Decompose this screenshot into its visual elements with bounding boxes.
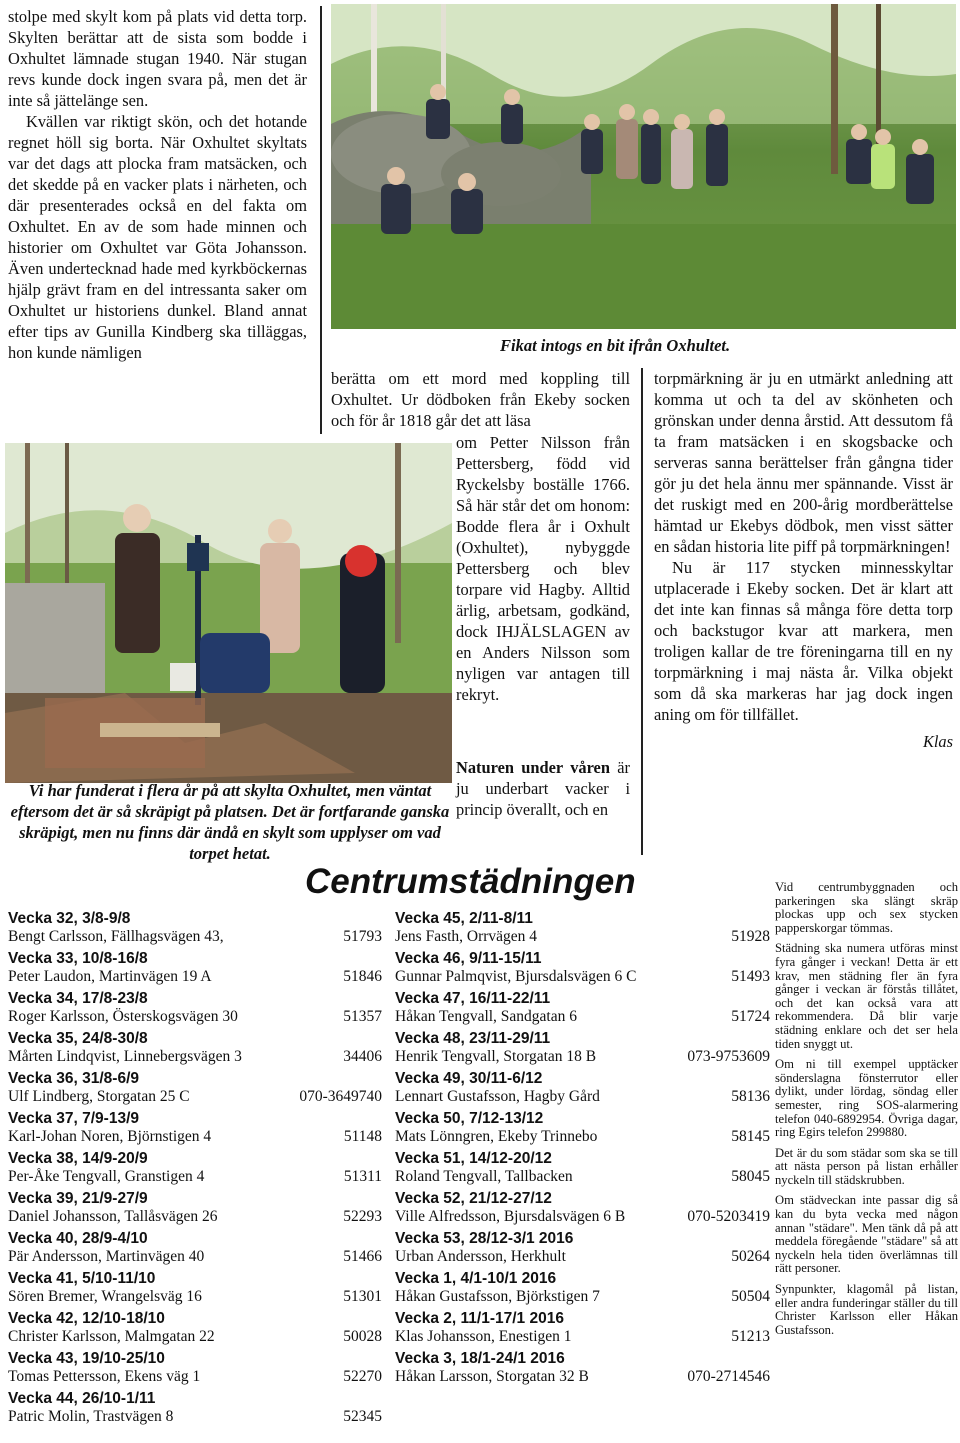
article-paragraph: Kvällen var riktigt skön, och det hotande regnet höll sig borta. När Oxhultet skyltats var det dags att plocka fram matsäcken, och det skedde på en vacker plats i närheten, och där presenterades också en del fakta om Oxhultet. En av de som hade minnen och historier om Oxhultet var Göta Johansson. Även undertecknad hade med kyrkböckernas hjälp grävt fram en del intressanta saker om Oxhultet ur historiens dunkel. Bland annat efter tips av Gunilla Kindberg ska tilläggas, hon kunde nämligen <box>8 112 307 362</box>
schedule-person: Jens Fasth, Orrvägen 4 <box>395 928 538 945</box>
schedule-person: Per-Åke Tengvall, Granstigen 4 <box>8 1168 205 1185</box>
schedule-phone: 070-2714546 <box>687 1368 770 1385</box>
schedule-phone: 51846 <box>343 968 382 985</box>
article-text-middle-narrow: om Petter Nilsson från Pettersberg, född vid Ryckelsby boställe 1766. Så här står det om honom: Bodde flera år i Oxhult (Oxhultet), nybyggde Pettersberg och blev torpare vid Hagby. Alltid ärlig, arbetsam, godkänd, dock IHJÄLSLAGEN av en Anders Nilsson som nyligen var antagen till rekryt. <box>456 433 630 704</box>
nature-text: är ju underbart vacker i princip överallt, och en <box>456 758 630 819</box>
schedule-entry <box>8 928 382 946</box>
schedule-phone: 58145 <box>731 1128 770 1145</box>
schedule-phone: 51311 <box>343 1168 382 1185</box>
sidebar-paragraph: Städning ska numera utföras minst fyra gånger i veckan! Detta är ett krav, men städning fler än fyra gånger i veckan är förstås tillåtet, och det kan också vara att rekommendera. Då blir varje städning enklare och det ser hela tiden snyggt ut. <box>775 941 958 1051</box>
schedule-person: Gunnar Palmqvist, Bjursdalsvägen 6 C <box>395 968 637 985</box>
schedule-entry <box>395 968 770 986</box>
schedule-week-heading: Vecka 41, 5/10-11/10 <box>8 1270 156 1287</box>
sidebar-paragraph: Det är du som städar som ska se till att nästa person på listan erhåller nyckeln till städskrubben. <box>775 1145 958 1187</box>
photo-caption-left: Vi har funderat i flera år på att skylta Oxhultet, men väntat eftersom det är så skräpigt på platsen. Det är fortfarande ganska skräpigt, men nu finns där ändå en skylt som upplyser om vad torpet hetat. <box>10 781 450 863</box>
schedule-entry <box>395 928 770 946</box>
schedule-entry <box>8 1128 382 1146</box>
schedule-person: Sören Bremer, Wrangelsväg 16 <box>8 1288 202 1305</box>
schedule-person: Christer Karlsson, Malmgatan 22 <box>8 1328 215 1345</box>
schedule-week-heading: Vecka 44, 26/10-1/11 <box>8 1390 156 1407</box>
schedule-week-heading: Vecka 37, 7/9-13/9 <box>8 1110 140 1127</box>
schedule-phone: 51793 <box>343 928 382 945</box>
schedule-entry <box>395 1048 770 1066</box>
schedule-week-heading: Vecka 42, 12/10-18/10 <box>8 1310 165 1327</box>
schedule-entry <box>8 1368 382 1386</box>
schedule-phone: 34406 <box>343 1048 382 1065</box>
schedule-person: Ville Alfredsson, Bjursdalsvägen 6 B <box>395 1208 626 1225</box>
schedule-week-heading: Vecka 48, 23/11-29/11 <box>395 1030 551 1047</box>
schedule-entry <box>395 1168 770 1186</box>
article-paragraph: torpmärkning är ju en utmärkt anledning att komma ut och ta del av skönheten och grönskan under denna årstid. Att dessutom få ta fram matsäcken i en skogsbacke och serveras sanna berättelser från gångna tider gör ju det hela ännu mer spännande. Visst är det ruskigt med en 200-årig mordberättelse hämtad ur Ekebys dödbok, men visst sätter en sådan historia lite piff på torpmärkningen! <box>654 369 953 556</box>
schedule-phone: 51357 <box>343 1008 382 1025</box>
schedule-phone: 51466 <box>343 1248 382 1265</box>
schedule-week-heading: Vecka 38, 14/9-20/9 <box>8 1150 148 1167</box>
schedule-phone: 51213 <box>731 1328 770 1345</box>
article-text-right <box>654 368 953 752</box>
schedule-week-heading: Vecka 43, 19/10-25/10 <box>8 1350 165 1367</box>
schedule-week-heading: Vecka 33, 10/8-16/8 <box>8 950 148 967</box>
schedule-week-heading: Vecka 39, 21/9-27/9 <box>8 1190 148 1207</box>
schedule-list-left <box>8 906 382 1426</box>
schedule-week-heading: Vecka 49, 30/11-6/12 <box>395 1070 543 1087</box>
schedule-week-heading: Vecka 36, 31/8-6/9 <box>8 1070 140 1087</box>
schedule-person: Mårten Lindqvist, Linnebergsvägen 3 <box>8 1048 242 1065</box>
schedule-person: Mats Lönngren, Ekeby Trinnebo <box>395 1128 598 1145</box>
schedule-person: Roland Tengvall, Tallbacken <box>395 1168 573 1185</box>
schedule-person: Roger Karlsson, Österskogsvägen 30 <box>8 1008 238 1025</box>
schedule-person: Ulf Lindberg, Storgatan 25 C <box>8 1088 190 1105</box>
schedule-person: Tomas Pettersson, Ekens väg 1 <box>8 1368 201 1385</box>
schedule-week-heading: Vecka 34, 17/8-23/8 <box>8 990 148 1007</box>
schedule-list-right <box>395 906 770 1386</box>
schedule-phone: 52293 <box>343 1208 382 1225</box>
schedule-phone: 51928 <box>731 928 770 945</box>
column-divider <box>641 368 643 855</box>
schedule-entry <box>8 1408 382 1426</box>
signature: Klas <box>922 732 953 751</box>
schedule-phone: 52345 <box>343 1408 382 1425</box>
article-text-top-left <box>8 6 307 363</box>
article-text-nature <box>456 757 630 820</box>
schedule-week-heading: Vecka 2, 11/1-17/1 2016 <box>395 1310 564 1327</box>
schedule-person: Lennart Gustafsson, Hagby Gård <box>395 1088 600 1105</box>
schedule-person: Pär Andersson, Martinvägen 40 <box>8 1248 205 1265</box>
cleaning-rules-sidebar <box>775 881 958 1344</box>
schedule-entry <box>395 1088 770 1106</box>
schedule-week-heading: Vecka 3, 18/1-24/1 2016 <box>395 1350 565 1367</box>
schedule-phone: 52270 <box>343 1368 382 1385</box>
schedule-entry <box>395 1208 770 1226</box>
schedule-entry <box>8 1288 382 1306</box>
schedule-phone: 51301 <box>343 1288 382 1305</box>
article-text-middle-intro: berätta om ett mord med koppling till Oxhultet. Ur dödboken från Ekeby socken och för år 1818 går det att läsa <box>331 369 630 430</box>
schedule-title: Centrumstädningen <box>305 862 636 901</box>
schedule-entry <box>395 1328 770 1346</box>
schedule-phone: 50504 <box>731 1288 770 1305</box>
schedule-phone: 51148 <box>343 1128 382 1145</box>
schedule-entry <box>395 1368 770 1386</box>
schedule-week-heading: Vecka 47, 16/11-22/11 <box>395 990 551 1007</box>
schedule-person: Klas Johansson, Enestigen 1 <box>395 1328 572 1345</box>
photo-caption-top: Fikat intogs en bit ifrån Oxhultet. <box>500 336 731 355</box>
schedule-phone: 58136 <box>731 1088 770 1105</box>
column-divider <box>320 6 322 434</box>
photo-sign-installation <box>5 443 452 783</box>
schedule-person: Håkan Larsson, Storgatan 32 B <box>395 1368 589 1385</box>
nature-heading: Naturen under våren <box>456 758 610 777</box>
sidebar-paragraph: Vid centrumbyggnaden och parkeringen ska slängt skräp plockas upp och sex stycken papperskorgar tömmas. <box>775 880 958 935</box>
schedule-entry <box>395 1248 770 1266</box>
schedule-week-heading: Vecka 52, 21/12-27/12 <box>395 1190 552 1207</box>
schedule-entry <box>8 1048 382 1066</box>
schedule-phone: 073-9753609 <box>687 1048 770 1065</box>
schedule-entry <box>395 1128 770 1146</box>
schedule-phone: 50028 <box>343 1328 382 1345</box>
schedule-phone: 51724 <box>731 1008 770 1025</box>
schedule-entry <box>8 1008 382 1026</box>
schedule-week-heading: Vecka 51, 14/12-20/12 <box>395 1150 552 1167</box>
schedule-person: Håkan Tengvall, Sandgatan 6 <box>395 1008 577 1025</box>
schedule-person: Daniel Johansson, Tallåsvägen 26 <box>8 1208 218 1225</box>
schedule-week-heading: Vecka 50, 7/12-13/12 <box>395 1110 544 1127</box>
schedule-week-heading: Vecka 46, 9/11-15/11 <box>395 950 542 967</box>
schedule-phone: 51493 <box>731 968 770 985</box>
schedule-entry <box>8 968 382 986</box>
article-paragraph: stolpe med skylt kom på plats vid detta torp. Skylten berättar att de sista som bodde i Oxhultet lämnade stugan 1940. När stugan revs kunde dock ingen svara på, men det är inte så jättelänge sen. <box>8 7 307 110</box>
sidebar-paragraph: Om städveckan inte passar dig så kan du byta vecka med någon annan "städare". Men tänk då på att meddela föregående "städare" så att nyckeln hela tiden överlämnas till rätt personer. <box>775 1193 958 1276</box>
schedule-week-heading: Vecka 40, 28/9-4/10 <box>8 1230 148 1247</box>
schedule-entry <box>8 1168 382 1186</box>
schedule-week-heading: Vecka 32, 3/8-9/8 <box>8 910 131 927</box>
sidebar-paragraph: Synpunkter, klagomål på listan, eller andra funderingar ställer du till Christer Karlsson eller Håkan Gustafsson. <box>775 1282 958 1337</box>
schedule-person: Håkan Gustafsson, Björkstigen 7 <box>395 1288 600 1305</box>
schedule-phone: 50264 <box>731 1248 770 1265</box>
article-paragraph: Nu är 117 stycken minnesskyltar utplacerade i Ekeby socken. Det är klart att det inte kan finnas så många före detta torp och backstugor kvar att markera, men troligen kallar de tre föreningarna till en ny torpmärkning i maj nästa år. Vilka objekt som då ska markeras har jag dock ingen aning om för tillfället. <box>654 558 953 724</box>
schedule-entry <box>8 1248 382 1266</box>
schedule-entry <box>8 1088 382 1106</box>
sidebar-paragraph: Om ni till exempel upptäcker sönderslagna fönsterrutor eller dylikt, under lördag, söndag eller semester, ring SOS-alarmering telefon 040-6892954. Övriga dagar, ring Egirs telefon 299880. <box>775 1057 958 1140</box>
schedule-week-heading: Vecka 1, 4/1-10/1 2016 <box>395 1270 557 1287</box>
schedule-phone: 070-3649740 <box>299 1088 382 1105</box>
schedule-week-heading: Vecka 35, 24/8-30/8 <box>8 1030 148 1047</box>
photo-fika-forest <box>331 4 956 329</box>
schedule-person: Bengt Carlsson, Fällhagsvägen 43, <box>8 928 224 945</box>
schedule-entry <box>395 1288 770 1306</box>
schedule-entry <box>8 1208 382 1226</box>
schedule-entry <box>395 1008 770 1026</box>
schedule-person: Peter Laudon, Martinvägen 19 A <box>8 968 212 985</box>
schedule-person: Urban Andersson, Herkhult <box>395 1248 566 1265</box>
schedule-entry <box>8 1328 382 1346</box>
schedule-phone: 58045 <box>731 1168 770 1185</box>
schedule-phone: 070-5203419 <box>687 1208 770 1225</box>
schedule-person: Henrik Tengvall, Storgatan 18 B <box>395 1048 597 1065</box>
schedule-week-heading: Vecka 53, 28/12-3/1 2016 <box>395 1230 574 1247</box>
schedule-person: Karl-Johan Noren, Björnstigen 4 <box>8 1128 212 1145</box>
schedule-person: Patric Molin, Trastvägen 8 <box>8 1408 174 1425</box>
schedule-week-heading: Vecka 45, 2/11-8/11 <box>395 910 533 927</box>
